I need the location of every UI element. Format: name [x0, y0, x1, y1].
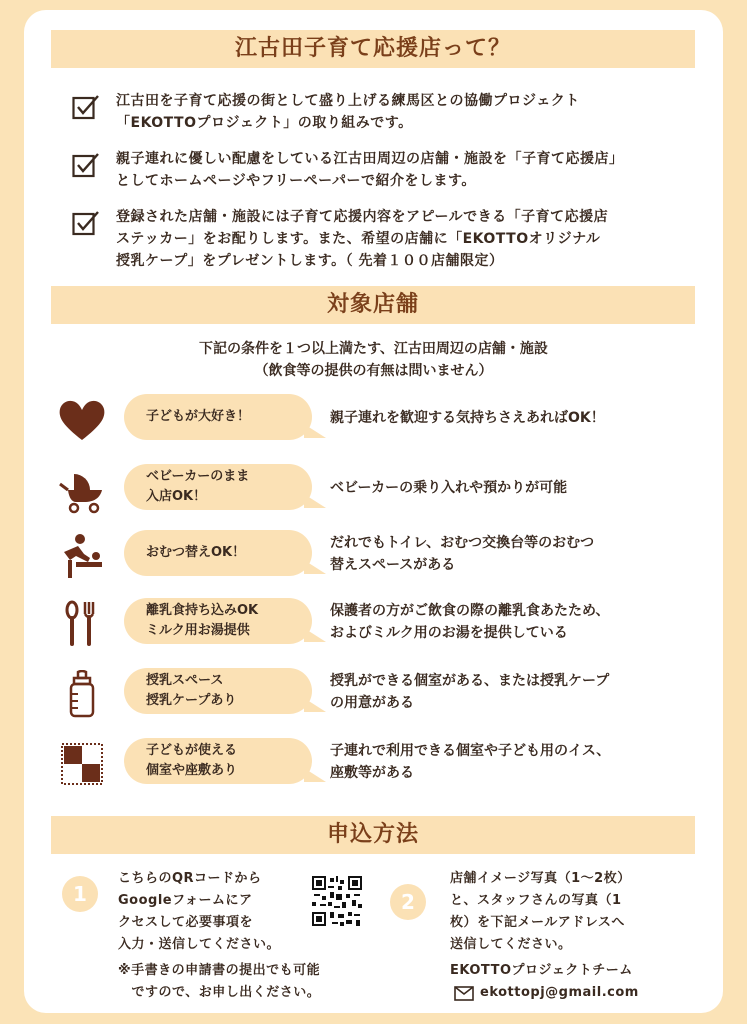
- checkbox-icon: [72, 94, 100, 120]
- step-1-text: こちらのQRコードから Googleフォームにア クセスして必要事項を 入力・送信してください。: [118, 871, 281, 952]
- criterion-row: [54, 462, 694, 518]
- criterion-bubble: 授乳スペース 授乳ケープあり: [124, 668, 312, 714]
- criterion-desc: 親子連れを歓迎する気持ちさえあればOK！: [330, 410, 605, 426]
- flyer-card: [24, 10, 723, 1013]
- heart-icon: [54, 396, 110, 444]
- criterion-bubble: ベビーカーのまま 入店OK！: [124, 464, 312, 510]
- qr-code[interactable]: [312, 876, 362, 926]
- step-2-text: 店舗イメージ写真（1〜2枚） と、スタッフさんの写真（1 枚）を下記メールアドレスへ 送信してください。: [450, 871, 631, 952]
- about-item-text: 親子連れに優しい配慮をしている江古田周辺の店舗・施設を「子育て応援店」 としてホームページやフリーペーパーで紹介をします。: [116, 151, 624, 189]
- section-title-target: 対象店舗: [51, 286, 695, 324]
- criterion-row: [54, 666, 694, 722]
- criterion-row: [54, 528, 694, 584]
- checkbox-icon: [72, 152, 100, 178]
- criterion-bubble: 離乳食持ち込みOK ミルク用お湯提供: [124, 598, 312, 644]
- criterion-desc: 子連れで利用できる個室や子ども用のイス、 座敷等がある: [330, 743, 611, 781]
- checkbox-icon: [72, 210, 100, 236]
- criterion-row: [54, 596, 694, 652]
- fork-spoon-icon: [54, 600, 110, 648]
- criterion-bubble: おむつ替えOK！: [124, 530, 312, 576]
- target-intro: 下記の条件を１つ以上満たす、江古田周辺の店舗・施設 （飲食等の提供の有無は問いません）: [199, 341, 548, 379]
- criterion-desc: だれでもトイレ、おむつ交換台等のおむつ 替えスペースがある: [330, 535, 595, 573]
- step-1-number: 1: [62, 876, 98, 912]
- about-item-text: 登録された店舗・施設には子育て応援内容をアピールできる「子育て応援店 ステッカー」をお配りします。また、希望の店舗に「EKOTTOオリジナル 授乳ケープ」をプレゼントします。（ 先着１００店舗限定）: [116, 209, 609, 269]
- step-2-number: 2: [390, 884, 426, 920]
- criterion-desc: 保護者の方がご飲食の際の離乳食あたため、 およびミルク用のお湯を提供している: [330, 603, 610, 641]
- criterion-desc: 授乳ができる個室がある、または授乳ケープ の用意がある: [330, 673, 610, 711]
- section-title-about: 江古田子育て応援店って？: [51, 30, 695, 68]
- criterion-row: [54, 392, 694, 448]
- email-line[interactable]: [454, 982, 639, 1004]
- floor-mat-icon: [54, 740, 110, 788]
- email-address[interactable]: ekottopj@gmail.com: [480, 985, 639, 1000]
- criterion-bubble: 子どもが大好き！: [124, 394, 312, 440]
- about-item-text: 江古田を子育て応援の街として盛り上げる練馬区との協働プロジェクト 「EKOTTOプロジェクト」の取り組みです。: [116, 93, 580, 131]
- step-1-note: ※手書きの申請書の提出でも可能 ですので、お申し出ください。: [118, 963, 321, 1000]
- diaper-change-icon: [54, 532, 110, 580]
- stroller-icon: [54, 466, 110, 514]
- team-name: EKOTTOプロジェクトチーム: [450, 963, 633, 978]
- criterion-row: [54, 736, 694, 792]
- mail-icon: [454, 986, 474, 1001]
- criterion-bubble: 子どもが使える 個室や座敷あり: [124, 738, 312, 784]
- section-title-apply: 申込方法: [51, 816, 695, 854]
- criterion-desc: ベビーカーの乗り入れや預かりが可能: [330, 480, 568, 496]
- baby-bottle-icon: [54, 670, 110, 718]
